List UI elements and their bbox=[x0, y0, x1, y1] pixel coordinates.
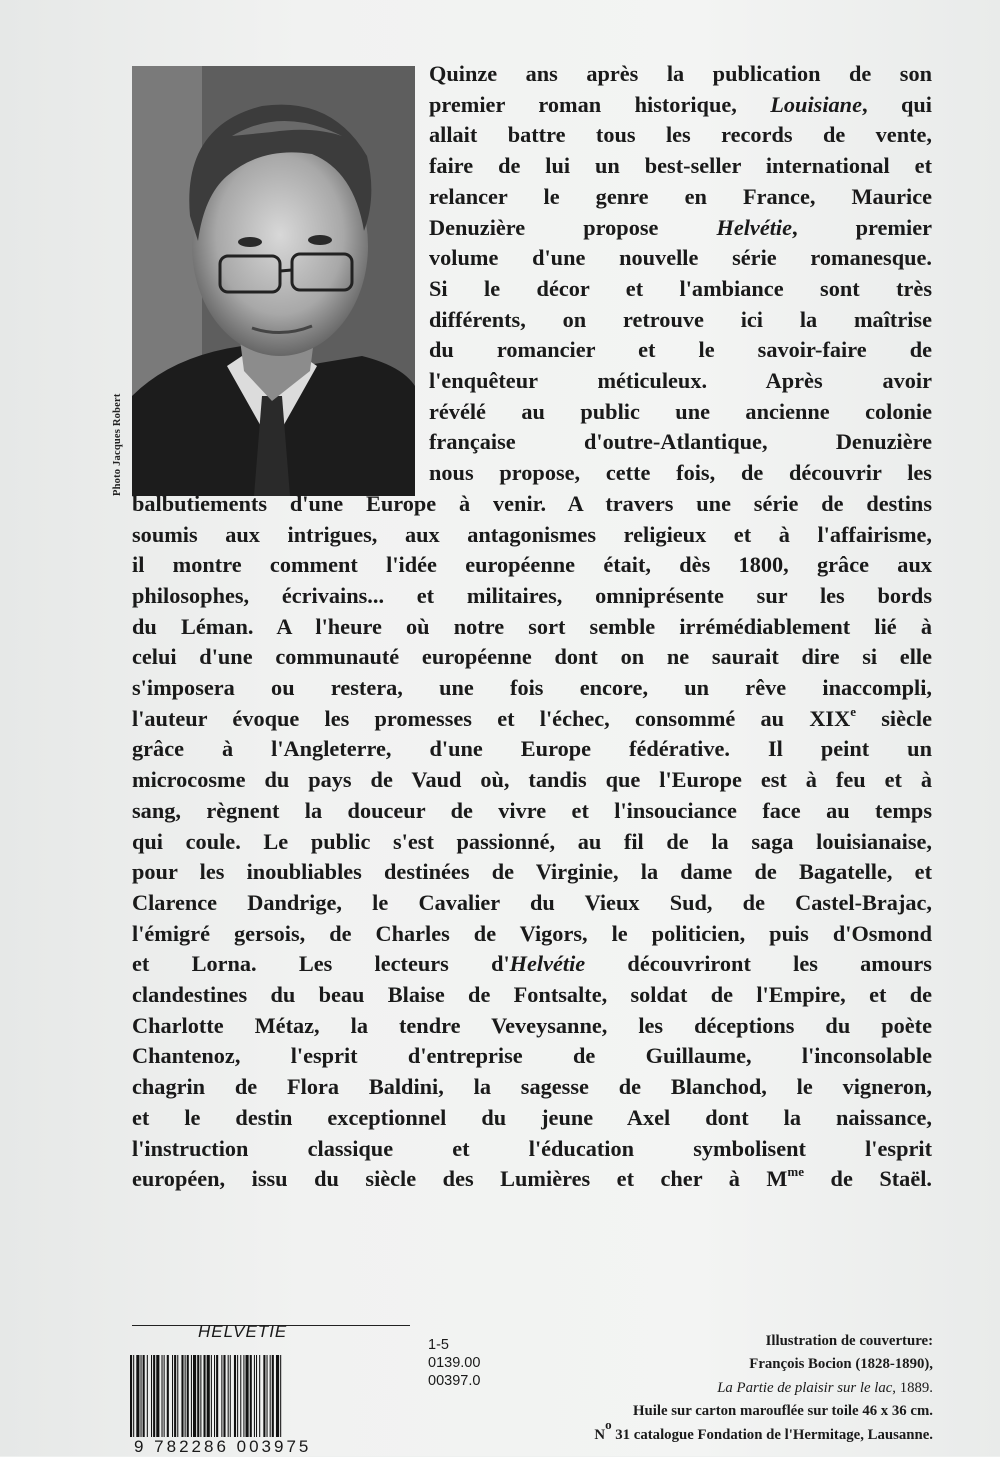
barcode-bar bbox=[259, 1355, 260, 1437]
body-text-line: l'émigré gersois, de Charles de Vigors, le politicien, puis d'Osmond bbox=[132, 920, 932, 946]
body-text-line: Denuzière propose Helvétie, premier bbox=[429, 214, 932, 240]
barcode-bar bbox=[263, 1355, 265, 1437]
body-text-line: du Léman. A l'heure où notre sort semble irrémédiablement lié à bbox=[132, 613, 932, 639]
barcode-bar bbox=[214, 1355, 215, 1437]
body-text-line: sang, règnent la douceur de vivre et l'insouciance face au temps bbox=[132, 797, 932, 823]
code-line: 00397.0 bbox=[428, 1373, 481, 1389]
body-text-line: différents, on retrouve ici la maîtrise bbox=[429, 306, 932, 332]
barcode-bar bbox=[276, 1355, 279, 1437]
body-text-line: Chantenoz, l'esprit d'entreprise de Guillaume, l'inconsolable bbox=[132, 1043, 932, 1069]
catalog-codes bbox=[428, 1336, 480, 1390]
barcode-bar bbox=[270, 1355, 271, 1437]
code-line: 0139.00 bbox=[428, 1355, 481, 1371]
body-text-line: balbutiements d'une Europe à venir. A travers une série de destins bbox=[132, 490, 932, 516]
barcode-bar bbox=[230, 1355, 231, 1437]
barcode-bar bbox=[164, 1355, 165, 1437]
barcode-bar bbox=[136, 1355, 139, 1437]
body-text-line: révélé au public une ancienne colonie bbox=[429, 398, 932, 424]
barcode-bar bbox=[177, 1355, 178, 1437]
code-line: 1-5 bbox=[428, 1337, 449, 1353]
body-text-line: premier roman historique, Louisiane, qui bbox=[429, 91, 932, 117]
body-text-line: nous propose, cette fois, de découvrir les bbox=[429, 460, 932, 486]
barcode-bar bbox=[211, 1355, 212, 1437]
body-text-line: française d'outre-Atlantique, Denuzière bbox=[429, 429, 932, 455]
illustration-credit-line: La Partie de plaisir sur le lac, 1889. bbox=[717, 1379, 933, 1396]
body-text-line: pour les inoubliables destinées de Virginie, la dame de Bagatelle, et bbox=[132, 859, 932, 885]
back-cover: Photo Jacques Robert Quinze ans après la publication de son premier roman historique, Louisiane, qui allait battre tous les records de vente, faire de lui un best-seller international et relancer le genre en France, Maurice Denuzière propose Helvétie, premier volume d'une nouvelle série romanesque. Si le décor et l'ambiance sont très différents, on retrouve ici la maîtrise du romancier et le savoir-faire de l'enquêteur méticuleux. Après avoir révélé au public une ancienne colonie française d'outre-Atlantique, Denuzière nous propose, cette fois, de découvrir les balbutiements d'une Europe à venir. A travers une série de destins soumis aux intrigues, aux antagonismes religieux et à l'affairisme, il montre comment l'idée européenne était, dès 1800, grâce aux philosophes, écrivains... et militaires, omniprésente sur les bords du Léman. A l'heure où notre sort semble irrémédiablement lié à celui d'une communauté européenne dont on ne saurait dire si elle s'imposera ou restera, une fois encore, un rêve inaccompli, l'auteur évoque les promesses et l'échec, consommé au XIXe siècle grâce à l'Angleterre, d'une Europe fédérative. Il peint un microcosme du pays de Vaud où, tandis que l'Europe est à feu et à sang, règnent la douceur de vivre et l'insouciance face au temps qui coule. Le public s'est passionné, au fil de la saga louisianaise, pour les inoubliables destinées de Virginie, la dame de Bagatelle, et Clarence Dandrige, le Cavalier du Vieux Sud, de Castel-Brajac, l'émigré gersois, de Charles de Vigors, le politicien, puis d'Osmond et Lorna. Les lecteurs d'Helvétie découvriront les amours clandestines du beau Blaise de Fontsalte, soldat de l'Empire, et de Charlotte Métaz, la tendre Veveysanne, les déceptions du poète Chantenoz, l'esprit d'entreprise de Guillaume, l'inconsolable chagrin de Flora Baldini, la sagesse de Blanchod, le vigneron, et le destin exceptionnel du jeune Axel dont la naissance, l'instruction classique et l'éducation symbolisent l'esprit européen, issu du siècle des Lumières et cher à $M^{me}$ de Staël. HELVETIE 1-5 0139.00 00397.0 9 782286 003975 Illustration de couverture: François Bocion (1828-1890), La Partie de plaisir sur le lac, 1889. Huile sur carton marouflée sur toile 46 x 36 cm. $N^o$ 31 catalogue Fondation de l'Hermitage, Lausanne. bbox=[0, 0, 1000, 1456]
body-text-line: microcosme du pays de Vaud où, tandis que l'Europe est à feu et à bbox=[132, 767, 932, 793]
body-text-line: du romancier et le savoir-faire de bbox=[429, 337, 932, 363]
barcode-bar bbox=[162, 1355, 163, 1437]
barcode-bar bbox=[172, 1355, 173, 1437]
body-text-line: qui coule. Le public s'est passionné, au fil de la saga louisianaise, bbox=[132, 828, 932, 854]
body-text-line: Clarence Dandrige, le Cavalier du Vieux Sud, de Castel-Brajac, bbox=[132, 889, 932, 915]
body-text-line: grâce à l'Angleterre, d'une Europe fédérative. Il peint un bbox=[132, 736, 932, 762]
barcode-bar bbox=[237, 1355, 238, 1437]
barcode-bar bbox=[191, 1355, 192, 1437]
body-text-line: volume d'une nouvelle série romanesque. bbox=[429, 245, 932, 271]
barcode-number: 9 782286 003975 bbox=[134, 1437, 312, 1456]
body-text-line: l'enquêteur méticuleux. Après avoir bbox=[429, 368, 932, 393]
barcode-bar bbox=[200, 1355, 201, 1437]
barcode-bar bbox=[216, 1355, 218, 1437]
barcode-bar bbox=[143, 1355, 145, 1437]
body-text-line: et le destin exceptionnel du jeune Axel dont la naissance, bbox=[132, 1104, 932, 1130]
book-title: HELVETIE bbox=[198, 1322, 288, 1341]
body-text-line: Charlotte Métaz, la tendre Veveysanne, les déceptions du poète bbox=[132, 1012, 932, 1038]
illustration-credit-line: Huile sur carton marouflée sur toile 46 x 36 cm. bbox=[632, 1403, 933, 1420]
body-text-line: celui d'une communauté européenne dont on ne saurait dire si elle bbox=[132, 644, 932, 670]
body-text-line: faire de lui un best-seller international et bbox=[429, 153, 932, 179]
barcode-bar bbox=[207, 1355, 210, 1437]
body-text-line: l'auteur évoque les promesses et l'échec, consommé au XIXe siècle bbox=[132, 703, 932, 731]
barcode-bar bbox=[204, 1355, 206, 1437]
barcode-bar bbox=[193, 1355, 196, 1437]
barcode-bar bbox=[280, 1355, 281, 1437]
barcode bbox=[130, 1355, 414, 1437]
barcode-bar bbox=[133, 1355, 134, 1437]
cover-illustration-credit bbox=[513, 1330, 933, 1447]
body-text-line: relancer le genre en France, Maurice bbox=[429, 183, 932, 209]
barcode-bar bbox=[174, 1355, 176, 1437]
barcode-bar bbox=[167, 1355, 169, 1437]
body-text-line: allait battre tous les records de vente, bbox=[429, 122, 932, 148]
barcode-bar bbox=[197, 1355, 199, 1437]
barcode-bar bbox=[240, 1355, 241, 1437]
barcode-bar bbox=[254, 1355, 255, 1437]
barcode-bar bbox=[151, 1355, 152, 1437]
body-text-line: clandestines du beau Blaise de Fontsalte, soldat de l'Empire, et de bbox=[132, 982, 932, 1007]
body-text-line: européen, issu du siècle des Lumières et cher à $M^{me}$ de Staël. bbox=[132, 1164, 932, 1192]
author-portrait-illustration bbox=[132, 66, 415, 496]
barcode-bar bbox=[130, 1355, 132, 1437]
barcode-bar bbox=[185, 1355, 186, 1437]
body-text-line: chagrin de Flora Baldini, la sagesse de Blanchod, le vigneron, bbox=[132, 1074, 932, 1100]
body-text-line: il montre comment l'idée européenne était, dès 1800, grâce aux bbox=[132, 552, 932, 578]
barcode-bar bbox=[153, 1355, 155, 1437]
barcode-bar bbox=[228, 1355, 229, 1437]
barcode-bar bbox=[223, 1355, 225, 1437]
barcode-bar bbox=[256, 1355, 257, 1437]
barcode-bar bbox=[243, 1355, 244, 1437]
barcode-bar bbox=[156, 1355, 159, 1437]
body-text-line: l'instruction classique et l'éducation symbolisent l'esprit bbox=[132, 1135, 932, 1161]
body-text-line: soumis aux intrigues, aux antagonismes religieux et à l'affairisme, bbox=[132, 521, 932, 547]
barcode-bar bbox=[147, 1355, 148, 1437]
barcode-bar bbox=[187, 1355, 189, 1437]
illustration-credit-line: Illustration de couverture: bbox=[765, 1333, 933, 1349]
barcode-bar bbox=[250, 1355, 252, 1437]
barcode-bar bbox=[246, 1355, 249, 1437]
barcode-bar bbox=[141, 1355, 142, 1437]
body-text-line: s'imposera ou restera, une fois encore, un rêve inaccompli, bbox=[132, 675, 932, 700]
barcode-bar bbox=[234, 1355, 236, 1437]
body-text-line: Quinze ans après la publication de son bbox=[429, 61, 932, 86]
barcode-bar bbox=[221, 1355, 222, 1437]
body-text-line: et Lorna. Les lecteurs d'Helvétie découvriront les amours bbox=[132, 951, 932, 977]
body-text-line: philosophes, écrivains... et militaires, omniprésente sur les bords bbox=[132, 582, 932, 608]
body-text-line: Si le décor et l'ambiance sont très bbox=[429, 275, 932, 301]
barcode-bar bbox=[267, 1355, 268, 1437]
illustration-credit-line: François Bocion (1828-1890), bbox=[749, 1356, 933, 1373]
barcode-bar bbox=[272, 1355, 274, 1437]
author-photo bbox=[132, 66, 415, 496]
barcode-bar bbox=[181, 1355, 183, 1437]
illustration-credit-line: $N^o$ 31 catalogue Fondation de l'Hermitage, Lausanne. bbox=[594, 1416, 933, 1443]
